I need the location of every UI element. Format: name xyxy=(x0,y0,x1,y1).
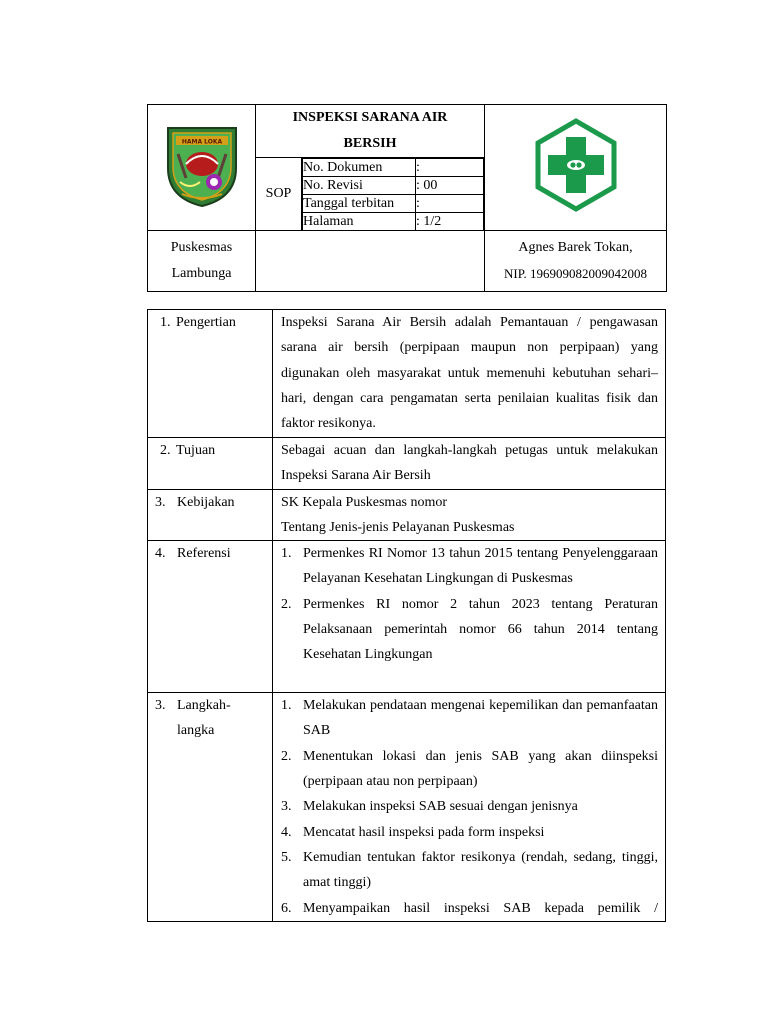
section-label: 2. Tujuan xyxy=(148,438,273,490)
puskesmas-logo-cell xyxy=(485,105,667,231)
title-line-2: BERSIH xyxy=(343,136,397,151)
list-item: 3. Melakukan inspeksi SAB sesuai dengan jenisnya xyxy=(281,799,578,815)
section-label: 3. Langkah- langka xyxy=(148,693,273,922)
section-referensi xyxy=(148,541,666,693)
empty-header-cell xyxy=(256,231,485,292)
section-kebijakan xyxy=(148,489,666,541)
document-meta-table xyxy=(302,158,484,230)
section-label: 4. Referensi xyxy=(148,541,273,693)
emblem-banner-text: HAMA LOKA xyxy=(181,138,222,146)
section-label: 1. Pengertian xyxy=(148,310,273,438)
section-body: SK Kepala Puskesmas nomor Tentang Jenis-jenis Pelayanan Puskesmas xyxy=(273,489,666,541)
organization-name: Puskesmas Lambunga xyxy=(148,231,256,292)
sop-label: SOP xyxy=(256,158,302,231)
section-tujuan xyxy=(148,438,666,490)
document-meta-cell xyxy=(302,158,485,231)
list-item: 1. Melakukan pendataan mengenai kepemilikan dan pemanfaatan SAB xyxy=(281,698,658,739)
title-line-1: INSPEKSI SARANA AIR xyxy=(292,110,448,125)
reference-list xyxy=(281,541,658,667)
section-body: Sebagai acuan dan langkah-langkah petugas untuk melakukan Inspeksi Sarana Air Bersih xyxy=(273,438,666,490)
meta-row-halaman: Halaman : 1/2 xyxy=(303,213,484,231)
list-item: 1. Permenkes RI Nomor 13 tahun 2015 tentang Penyelenggaraan Pelayanan Kesehatan Lingkungan di Puskesmas xyxy=(281,546,658,587)
meta-row-no-dokumen: No. Dokumen : xyxy=(303,159,484,177)
list-item: 2. Permenkes RI nomor 2 tahun 2023 tentang Peraturan Pelaksanaan pemerintah nomor 66 tahun 2014 tentang Kesehatan Lingkungan xyxy=(281,596,658,663)
list-item: 5. Kemudian tentukan faktor resikonya (rendah, sedang, tinggi, amat tinggi) xyxy=(281,849,658,891)
meta-row-tanggal-terbitan: Tanggal terbitan : xyxy=(303,195,484,213)
puskesmas-logo-icon xyxy=(530,117,622,213)
list-item: 2. Menentukan lokasi dan jenis SAB yang akan diinspeksi (perpipaan atau non perpipaan) xyxy=(281,748,658,790)
signer-info: Agnes Barek Tokan, NIP. 196909082009042008 xyxy=(485,231,667,292)
regency-emblem-icon xyxy=(162,120,242,210)
sop-header-table xyxy=(147,104,667,292)
regency-logo-cell xyxy=(148,105,256,231)
steps-list xyxy=(281,693,658,921)
section-body xyxy=(273,693,666,922)
section-langkah xyxy=(148,693,666,922)
document-title xyxy=(256,105,485,158)
list-item: 6. Menyampaikan hasil inspeksi SAB kepada pemilik / xyxy=(281,900,658,916)
list-item: 4. Mencatat hasil inspeksi pada form inspeksi xyxy=(281,824,545,840)
meta-row-no-revisi: No. Revisi : 00 xyxy=(303,177,484,195)
sop-content-table xyxy=(147,309,666,922)
section-label: 3. Kebijakan xyxy=(148,489,273,541)
section-body: Inspeksi Sarana Air Bersih adalah Pemantauan / pengawasan sarana air bersih (perpipaan maupun non perpipaan) yang digunakan oleh masyarakat untuk memenuhi kebutuhan sehari–hari, dengan cara pengamatan serta penilaian kualitas fisik dan faktor resikonya. xyxy=(273,310,666,438)
section-pengertian xyxy=(148,310,666,438)
section-body xyxy=(273,541,666,693)
